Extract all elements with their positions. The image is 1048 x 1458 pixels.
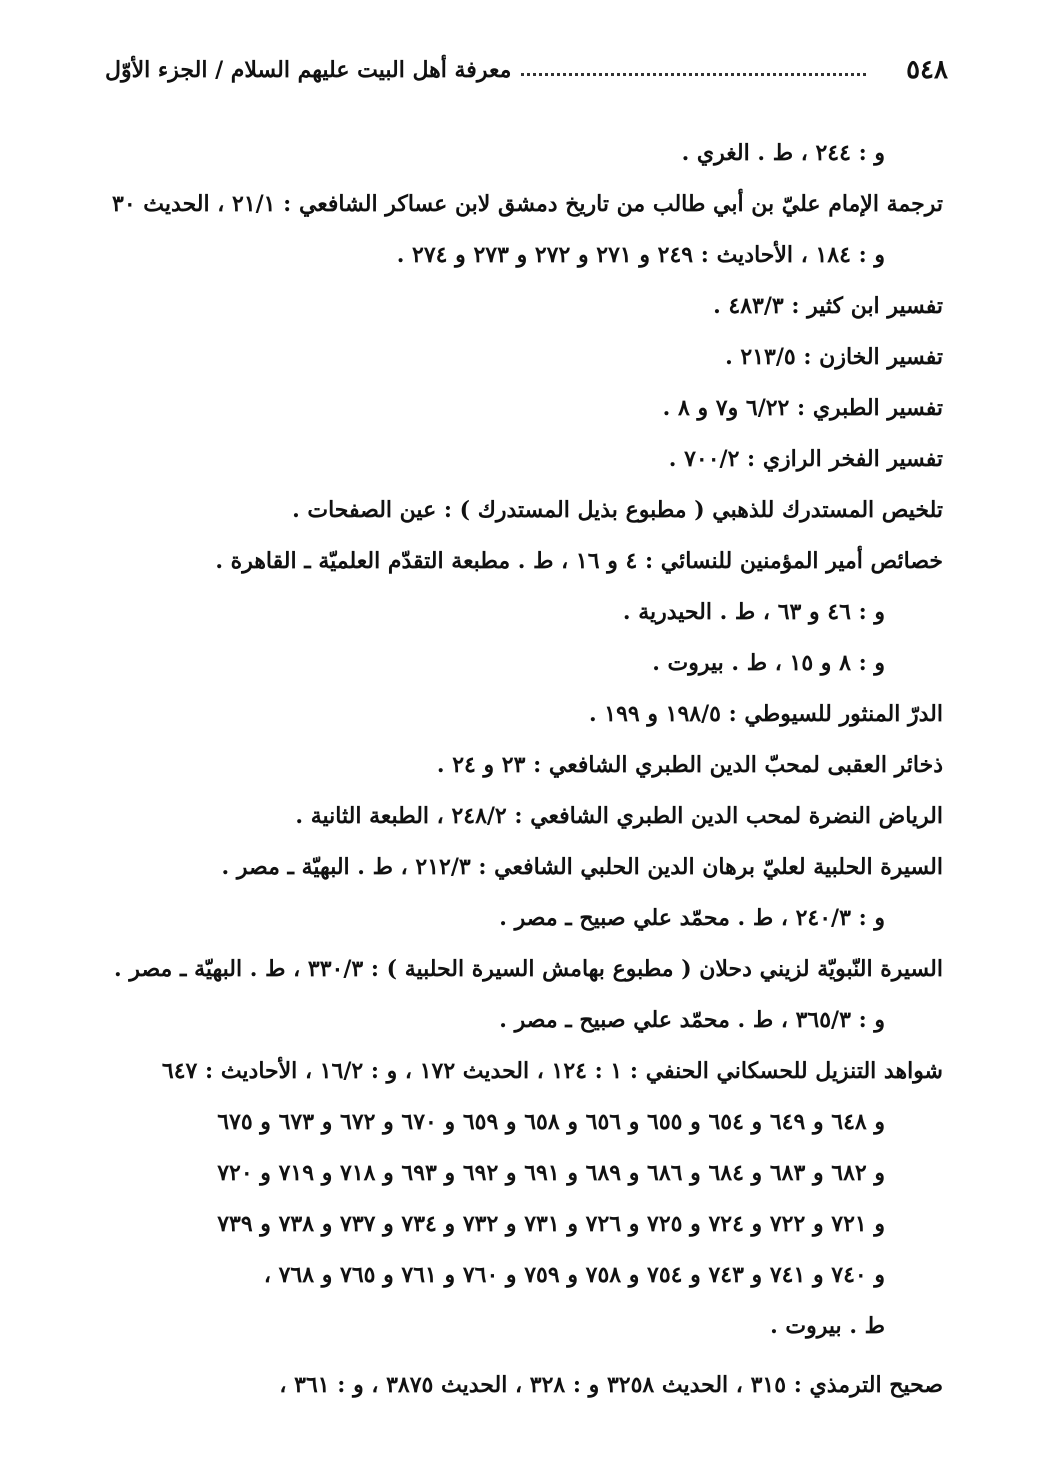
reference-continuation-line: و ٦٨٢ و ٦٨٣ و ٦٨٤ و ٦٨٦ و ٦٨٩ و ٦٩١ و ٦٩٢ و ٦٩٣ و ٧١٨ و ٧١٩ و ٧٢٠ <box>217 1160 885 1186</box>
reference-entry-line: شواهد التنزيل للحسكاني الحنفي : ١ : ١٢٤ ، الحديث ١٧٢ ، و : ١٦/٢ ، الأحاديث : ٦٤٧ <box>161 1058 943 1084</box>
reference-entry-line: تلخيص المستدرك للذهبي ( مطبوع بذيل المستدرك ) : عين الصفحات . <box>292 497 943 523</box>
running-header <box>105 50 948 90</box>
bibliography-list <box>105 128 943 1411</box>
reference-continuation-line: و : ٨ و ١٥ ، ط . بيروت . <box>652 650 885 676</box>
reference-continuation-line: و : ١٨٤ ، الأحاديث : ٢٤٩ و ٢٧١ و ٢٧٢ و ٢٧٣ و ٢٧٤ . <box>396 242 885 268</box>
reference-entry-line: خصائص أمير المؤمنين للنسائي : ٤ و ١٦ ، ط . مطبعة التقدّم العلميّة ـ القاهرة . <box>215 548 943 574</box>
reference-continuation-line: و ٧٤٠ و ٧٤١ و ٧٤٣ و ٧٥٤ و ٧٥٨ و ٧٥٩ و ٧٦٠ و ٧٦١ و ٧٦٥ و ٧٦٨ ، <box>263 1262 885 1288</box>
header-dot-leader <box>521 73 866 76</box>
reference-entry-line: الرياض النضرة لمحب الدين الطبري الشافعي : ٢٤٨/٢ ، الطبعة الثانية . <box>295 803 943 829</box>
reference-entry-line: صحيح الترمذي : ٣١٥ ، الحديث ٣٢٥٨ و : ٣٢٨ ، الحديث ٣٨٧٥ ، و : ٣٦١ ، <box>279 1372 943 1398</box>
reference-entry-line: ترجمة الإمام عليّ بن أبي طالب من تاريخ دمشق لابن عساكر الشافعي : ٢١/١ ، الحديث ٣٠ <box>112 191 943 217</box>
reference-entry-line: ذخائر العقبى لمحبّ الدين الطبري الشافعي : ٢٣ و ٢٤ . <box>436 752 943 778</box>
reference-entry-line: السيرة النّبويّة لزيني دحلان ( مطبوع بهامش السيرة الحلبية ) : ٣٣٠/٣ ، ط . البهيّة ـ مصر . <box>114 956 943 982</box>
reference-entry-line: الدرّ المنثور للسيوطي : ١٩٨/٥ و ١٩٩ . <box>588 701 943 727</box>
reference-entry-line: السيرة الحلبية لعليّ برهان الدين الحلبي الشافعي : ٢١٢/٣ ، ط . البهيّة ـ مصر . <box>221 854 943 880</box>
reference-continuation-line: و : ٣٦٥/٣ ، ط . محمّد علي صبيح ـ مصر . <box>499 1007 885 1033</box>
reference-continuation-line: و ٧٢١ و ٧٢٢ و ٧٢٤ و ٧٢٥ و ٧٢٦ و ٧٣١ و ٧٣٢ و ٧٣٤ و ٧٣٧ و ٧٣٨ و ٧٣٩ <box>217 1211 885 1237</box>
reference-continuation-line: ط . بيروت . <box>770 1313 885 1339</box>
reference-entry-line: تفسير الخازن : ٢١٣/٥ . <box>725 344 943 370</box>
reference-entry-line: تفسير الطبري : ٦/٢٢ و٧ و ٨ . <box>662 395 943 421</box>
reference-continuation-line: و : ٢٤٤ ، ط . الغري . <box>681 140 885 166</box>
reference-entry-line: تفسير ابن كثير : ٤٨٣/٣ . <box>713 293 943 319</box>
page-number: ٥٤٨ <box>906 55 948 85</box>
reference-continuation-line: و : ٢٤٠/٣ ، ط . محمّد علي صبيح ـ مصر . <box>499 905 885 931</box>
reference-continuation-line: و ٦٤٨ و ٦٤٩ و ٦٥٤ و ٦٥٥ و ٦٥٦ و ٦٥٨ و ٦٥٩ و ٦٧٠ و ٦٧٢ و ٦٧٣ و ٦٧٥ <box>217 1109 885 1135</box>
running-title: معرفة أهل البيت عليهم السلام / الجزء الأوّل <box>105 57 512 83</box>
reference-entry-line: تفسير الفخر الرازي : ٧٠٠/٢ . <box>668 446 943 472</box>
reference-continuation-line: و : ٤٦ و ٦٣ ، ط . الحيدرية . <box>622 599 885 625</box>
